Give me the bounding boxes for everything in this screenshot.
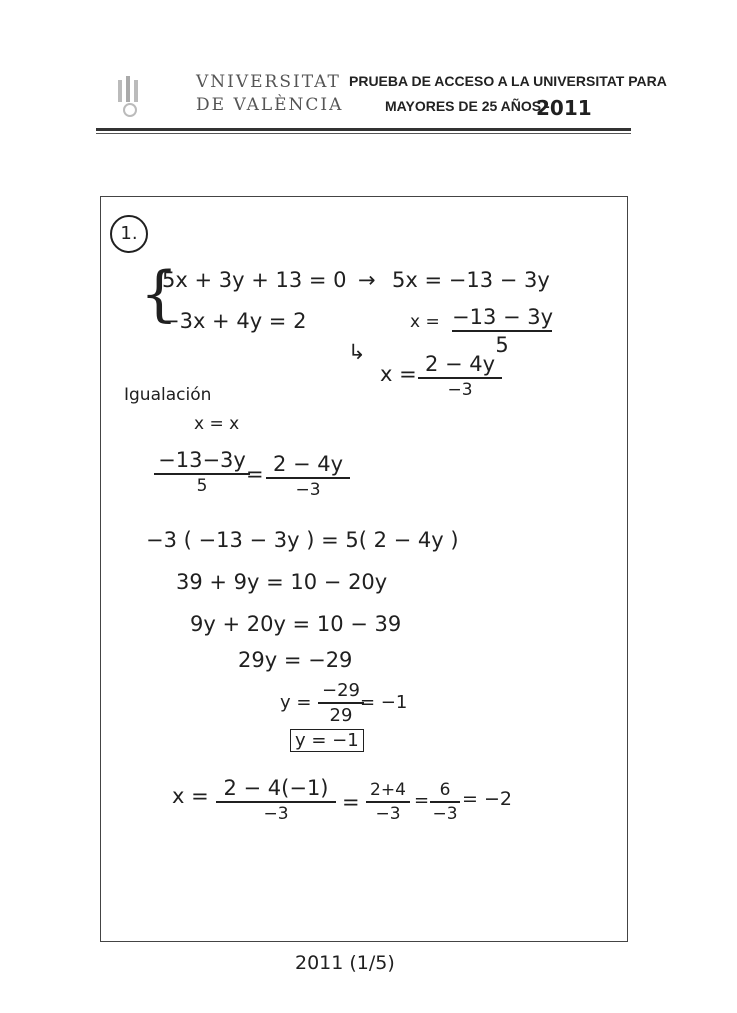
fraction-bar [154,473,250,475]
exercise-number: 1. [110,215,148,253]
final-result: = −2 [462,788,512,810]
header-rule-thick [96,128,631,131]
final-equals-2: = [414,790,430,811]
fraction-bar [366,801,410,803]
header-year: 2011 [536,96,592,120]
arrow-right: → [358,268,376,292]
final-fraction-1-numerator: 2 − 4(−1) [223,776,329,800]
x-fraction-2-denominator: −3 [447,379,473,400]
system-equation-1: 5x + 3y + 13 = 0 [162,268,347,292]
step-5-denominator: 29 [329,704,353,726]
final-fraction-3-numerator: 6 [439,780,451,800]
equated-left-numerator: −13−3y [158,448,246,472]
page-footer: 2011 (1/5) [295,952,395,974]
fraction-bar [418,377,502,379]
step-5-prefix: y = [280,692,312,713]
final-fraction-2-numerator: 2+4 [370,780,406,800]
x-equals-label: x = [410,312,440,332]
fraction-bar [318,702,364,704]
university-name-line1: VNIVERSITAT [196,72,341,92]
x-fraction-1-numerator: −13 − 3y [452,305,554,329]
header-title-line2: MAYORES DE 25 AÑOS - [385,98,550,114]
final-fraction-2 [366,780,410,824]
equated-left-denominator: 5 [196,475,208,496]
result-y [290,730,364,751]
arrow-down-right: ↳ [348,340,366,364]
final-fraction-2-denominator: −3 [375,803,401,824]
x-fraction-1 [452,305,552,357]
step-4: 29y = −29 [238,648,353,672]
final-fraction-1 [216,776,336,824]
step-3: 9y + 20y = 10 − 39 [190,612,402,636]
final-fraction-1-denominator: −3 [263,803,289,824]
x-equals-x: x = x [194,414,240,434]
equated-right-numerator: 2 − 4y [272,452,344,476]
final-equals-1: = [342,790,360,814]
fraction-bar [430,801,460,803]
university-name-line2: DE VALÈNCIA [196,95,344,115]
x-fraction-2 [418,352,502,400]
x-fraction-1-denominator: 5 [495,332,509,357]
equated-equals: = [246,462,264,486]
result-y-box: y = −1 [290,729,364,752]
step-1: −3 ( −13 − 3y ) = 5( 2 − 4y ) [146,528,459,552]
final-fraction-3 [430,780,460,824]
header-rule-thin [96,133,631,134]
equated-right-denominator: −3 [295,479,321,500]
final-x-prefix: x = [172,784,209,808]
system-equation-2: −3x + 4y = 2 [162,309,307,333]
equated-fraction-right [266,452,350,500]
step-5-numerator: −29 [322,680,360,701]
fraction-bar [216,801,336,803]
header-title-line1: PRUEBA DE ACCESO A LA UNIVERSITAT PARA [349,73,667,89]
equated-fraction-left [154,448,250,496]
x-fraction-2-numerator: 2 − 4y [424,352,496,376]
fraction-bar [452,330,552,332]
step-5-fraction [318,680,364,726]
final-fraction-3-denominator: −3 [432,803,458,824]
step-5-suffix: = −1 [360,692,408,713]
step-2: 39 + 9y = 10 − 20y [176,570,388,594]
university-logo-emblem [112,72,148,122]
solve-for-x: 5x = −13 − 3y [392,268,550,292]
method-label: Igualación [124,385,212,405]
fraction-bar [266,477,350,479]
system-brace: { [140,259,179,329]
x-equals-label-2: x = [380,362,417,386]
